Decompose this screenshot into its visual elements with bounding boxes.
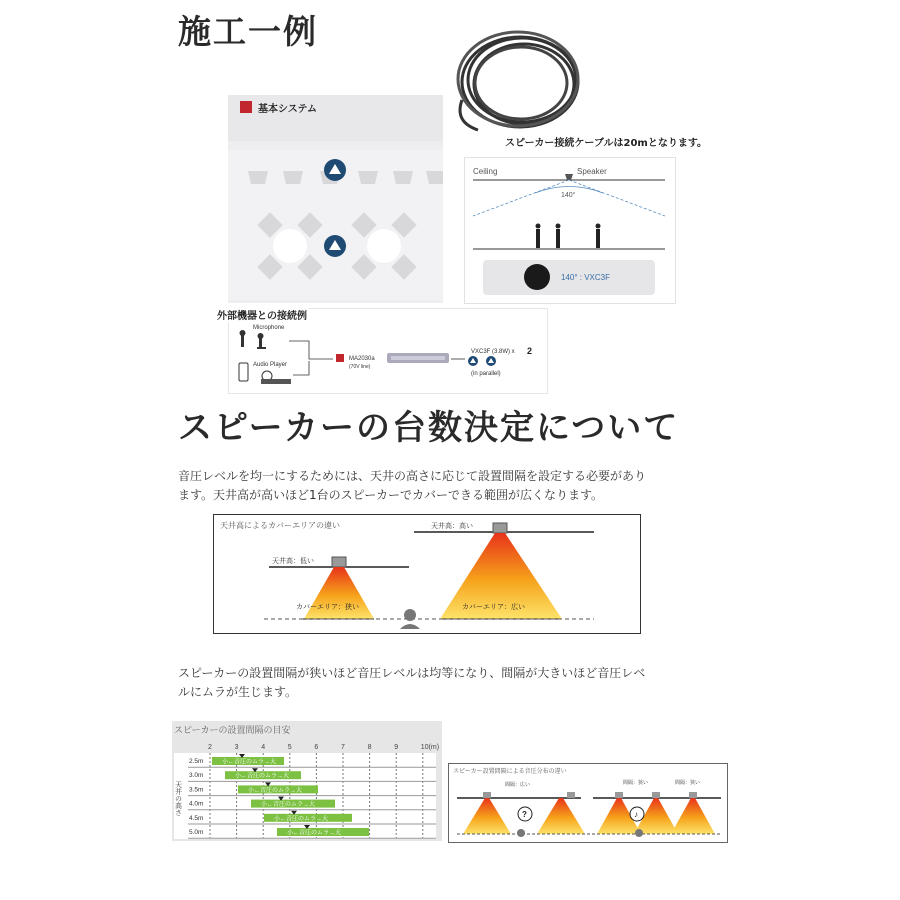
high-label: 天井高：高い [431, 523, 473, 530]
spacing-bar-label: 小←音圧のムラ→大 [274, 816, 329, 823]
column-label: 10(m) [420, 744, 440, 751]
question-mark: ? [522, 810, 527, 819]
column-label: 6 [314, 744, 319, 751]
heading-count: スピーカーの台数決定について [178, 408, 680, 448]
column-label: 2 [208, 744, 212, 751]
distribution-diagram [448, 763, 728, 843]
spacing-table-title: スピーカーの設置間隔の目安 [174, 726, 291, 736]
row-height-label: 3.0m [189, 772, 204, 780]
narrow-label: カバーエリア：狭い [296, 604, 359, 611]
cable-image [448, 22, 598, 134]
speaker-label: Speaker [577, 167, 607, 176]
spacing-table [172, 721, 442, 841]
distribution-title: スピーカー設置間隔による音圧分布の違い [453, 769, 567, 775]
microphone-label: Microphone [253, 325, 285, 331]
basic-system-title: 基本システム [258, 104, 317, 115]
spacing-bar-label: 小←音圧のムラ→大 [248, 787, 303, 794]
cable-note: スピーカー接続ケーブルは20mとなります。 [505, 138, 708, 149]
listener-icon-2 [635, 829, 643, 837]
paragraph2-line1: スピーカーの設置間隔が狭いほど音圧レベルは均等になり、間隔が大きいほど音圧レベ [178, 666, 646, 680]
model-label: 140° : VXC3F [561, 273, 610, 282]
column-label: 4 [261, 744, 266, 751]
column-label: 3 [234, 744, 239, 751]
wide-label: カバーエリア：広い [462, 604, 525, 611]
spacing-bar-label: 小←音圧のムラ→大 [287, 830, 342, 837]
parallel-label: (in parallel) [471, 371, 501, 377]
paragraph2-line2: ルにムラが生じます。 [178, 685, 298, 699]
row-height-label: 5.0m [189, 829, 204, 836]
spacing-bar-label: 小←音圧のムラ→大 [222, 759, 277, 766]
note-mark: ♪ [634, 810, 638, 819]
spacing-bar-label: 小←音圧のムラ→大 [261, 802, 316, 809]
side-label: 天井の高さ [174, 781, 182, 816]
row-height-label: 2.5m [189, 758, 204, 765]
angle-label: 140° [561, 192, 576, 199]
column-label: 9 [394, 744, 399, 751]
speaker-high [493, 523, 507, 533]
wide-spacing-label: 間隔：広い [505, 782, 531, 788]
basic-system-panel [228, 95, 443, 303]
column-label: 7 [341, 744, 345, 751]
column-label: 5 [287, 744, 292, 751]
ceiling-diagram-title: 天井高によるカバーエリアの違い [220, 521, 340, 530]
narrow-spacing-label-2: 間隔：狭い [675, 780, 701, 786]
speaker-low [332, 557, 346, 567]
low-label: 天井高：低い [272, 558, 314, 565]
cd-player-icon [261, 371, 291, 384]
ceiling-label: Ceiling [473, 167, 498, 176]
listener-icon-1 [517, 829, 525, 837]
speaker-count: 2 [527, 346, 533, 356]
row-height-label: 3.5m [189, 786, 204, 794]
person-icon [400, 609, 420, 629]
row-height-label: 4.5m [189, 814, 204, 822]
speaker-model: VXC3F (3.8W) x [471, 349, 515, 355]
connection-title: 外部機器との接続例 [215, 307, 309, 322]
row-height-label: 4.0m [189, 800, 204, 808]
heading-example: 施工一例 [178, 12, 318, 51]
connection-panel [217, 308, 548, 394]
paragraph1-line1: 音圧レベルを均一にするためには、天井の高さに応じて設置間隔を設定する必要があり [178, 469, 647, 483]
people-icons [536, 224, 601, 249]
spacing-bar-label: 小←音圧のムラ→大 [235, 773, 290, 780]
narrow-spacing-label-1: 間隔：狭い [623, 780, 649, 786]
paragraph1-line2: ます。天井高が高いほど1台のスピーカーでカバーできる範囲が広くなります。 [178, 488, 603, 502]
room-plan [228, 95, 443, 303]
amp-model: MA2030a [349, 356, 375, 362]
microphone-icon [240, 330, 267, 349]
audio-player-label: Audio Player [253, 362, 288, 368]
amp-line: (70V line) [349, 364, 371, 370]
speaker-grille-icon [524, 264, 550, 290]
column-label: 8 [367, 744, 372, 751]
amp-icon [336, 354, 344, 362]
phone-icon [239, 363, 248, 381]
speaker-icon [565, 174, 573, 180]
ceiling-diagram [213, 514, 641, 634]
coverage-panel [464, 157, 676, 304]
